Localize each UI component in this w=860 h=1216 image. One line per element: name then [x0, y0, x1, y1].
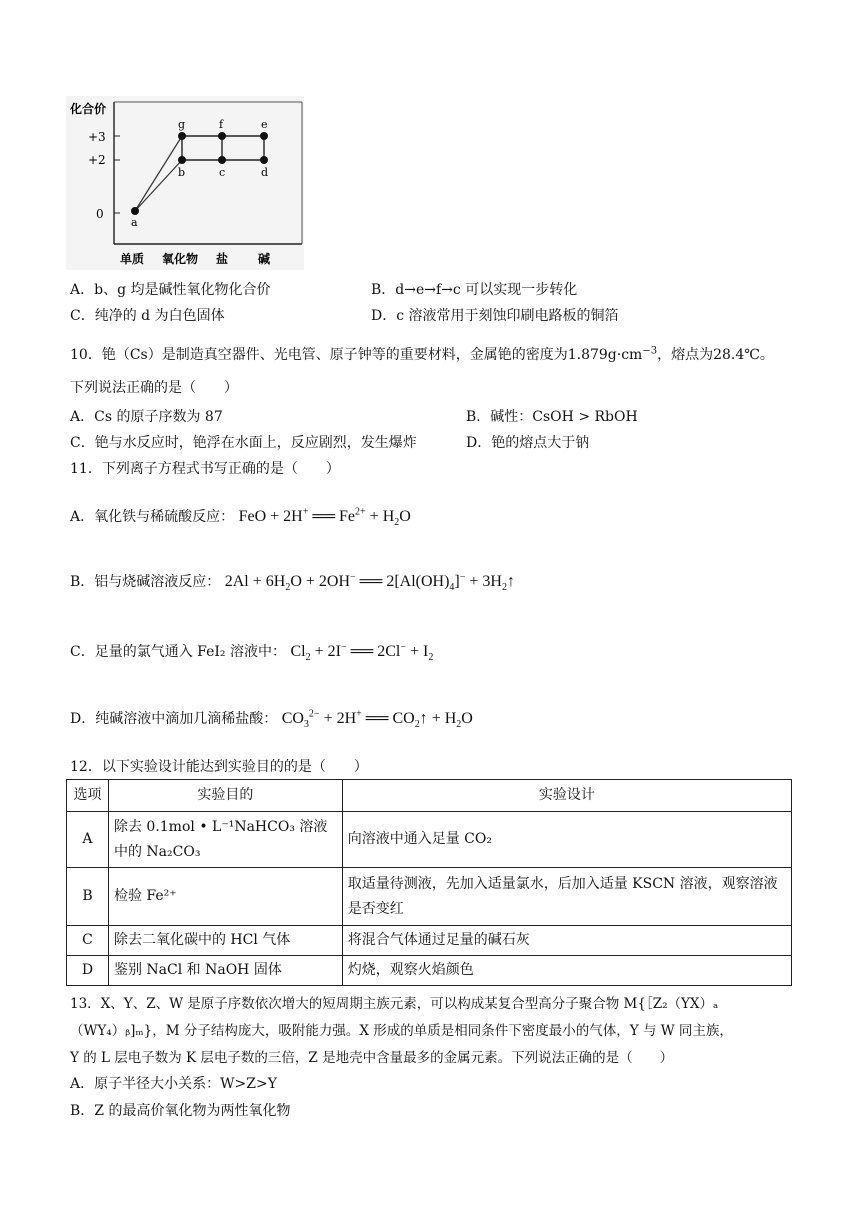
q11-option-b-equation: $2Al + 6H_2O + 2OH^-$ ══ $2[Al(OH)_4]^-$ + $3H_2↑$ — [224, 571, 515, 594]
table-cell-goal: 鉴别 NaCl 和 NaOH 固体 — [108, 956, 342, 986]
q12-stem: 12．以下实验设计能达到实验目的的是（ ） — [70, 759, 368, 775]
table-cell-option: A — [67, 812, 109, 868]
table-row — [67, 812, 792, 868]
table-header: 实验设计 — [342, 780, 791, 812]
table-cell-design: 取适量待测液，先加入适量氯水，后加入适量 KSCN 溶液，观察溶液是否变红 — [342, 868, 791, 926]
table-header: 选项 — [67, 780, 109, 812]
q11-option-b — [70, 571, 515, 593]
table-cell-goal: 检验 Fe²⁺ — [108, 868, 342, 926]
q12-table — [66, 779, 792, 986]
q9-option-a: A．b、g 均是碱性氧化物化合价 — [70, 282, 271, 298]
q10-stem — [70, 344, 774, 364]
q11-option-d — [70, 708, 473, 730]
table-header: 实验目的 — [108, 780, 342, 812]
point-c — [218, 156, 226, 164]
point-a — [131, 207, 139, 215]
point-e — [260, 132, 268, 140]
y-axis-label: 化合价 — [70, 102, 107, 116]
table-header-row — [67, 780, 792, 812]
point-label-e: e — [261, 118, 268, 131]
table-row — [67, 926, 792, 956]
table-cell-design: 将混合气体通过足量的碱石灰 — [342, 926, 791, 956]
x-tick-label: 氧化物 — [162, 252, 199, 266]
q11-option-d-label: D．纯碱溶液中滴加几滴稀盐酸： — [70, 711, 278, 727]
q10-stem-line2: 下列说法正确的是（ ） — [70, 380, 238, 396]
q10-unit-exponent: −3 — [642, 345, 658, 357]
q10-stem-text: 10．铯（Cs）是制造真空器件、光电管、原子钟等的重要材料，金属铯的密度为1.879g·cm — [70, 347, 643, 363]
x-tick-label: 碱 — [258, 252, 271, 266]
q13-option-b: B．Z 的最高价氧化物为两性氧化物 — [70, 1103, 291, 1119]
valence-figure — [66, 96, 304, 270]
table-row — [67, 868, 792, 926]
table-cell-design: 灼烧，观察火焰颜色 — [342, 956, 791, 986]
point-b — [178, 156, 186, 164]
q11-option-c — [70, 641, 433, 663]
point-label-f: f — [219, 118, 224, 131]
point-label-c: c — [219, 166, 226, 179]
point-label-a: a — [131, 216, 138, 229]
q10-option-d: D．铯的熔点大于钠 — [466, 435, 590, 451]
point-d — [260, 156, 268, 164]
q11-option-a — [70, 506, 411, 528]
q13-stem-line2: （WY₄）ᵦ]ₘ}，M 分子结构庞大，吸附能力强。X 形成的单质是相同条件下密度最小的气体，Y 与 W 同主族， — [70, 1023, 733, 1039]
table-cell-option: D — [67, 956, 109, 986]
point-label-b: b — [178, 166, 186, 179]
table-cell-goal: 除去二氧化碳中的 HCl 气体 — [108, 926, 342, 956]
q10-option-b: B．碱性：CsOH > RbOH — [466, 409, 638, 425]
q11-option-a-equation: FeO + 2H+ ══ $Fe^{2+} + H_2O$ — [238, 506, 411, 529]
q10-stem-tail: ，熔点为28.4℃。 — [657, 347, 774, 363]
q13-stem-line3: Y 的 L 层电子数为 K 层电子数的三倍，Z 是地壳中含量最多的金属元素。下列说法正确的是（ ） — [70, 1050, 674, 1066]
q11-option-c-label: C．足量的氯气通入 FeI₂ 溶液中： — [70, 644, 286, 660]
table-cell-design: 向溶液中通入足量 CO₂ — [342, 812, 791, 868]
point-label-g: g — [178, 118, 186, 131]
q11-option-a-label: A．氧化铁与稀硫酸反应： — [70, 509, 235, 525]
point-f — [218, 132, 226, 140]
table-cell-option: B — [67, 868, 109, 926]
q11-option-b-label: B．铝与烧碱溶液反应： — [70, 574, 221, 590]
y-tick-label: 0 — [96, 207, 104, 221]
q9-option-d: D．c 溶液常用于刻蚀印刷电路板的铜箔 — [371, 308, 619, 324]
q10-option-c: C．铯与水反应时，铯浮在水面上，反应剧烈，发生爆炸 — [70, 435, 417, 451]
q13-stem-line1: 13．X、Y、Z、W 是原子序数依次增大的短周期主族元素，可以构成某复合型高分子聚合物 M{［Z₂（YX）ₐ — [70, 996, 719, 1012]
table-cell-goal: 除去 0.1mol • L⁻¹NaHCO₃ 溶液中的 Na₂CO₃ — [108, 812, 342, 868]
q10-option-a: A．Cs 的原子序数为 87 — [70, 409, 223, 425]
y-tick-label: +2 — [88, 153, 106, 167]
q9-option-c: C．纯净的 d 为白色固体 — [70, 308, 225, 324]
q9-option-b: B．d→e→f→c 可以实现一步转化 — [371, 282, 578, 298]
point-g — [178, 132, 186, 140]
x-tick-label: 盐 — [216, 252, 229, 266]
q11-option-d-equation: $CO_3^{2-} + 2H^+$ ══ $CO_2↑ + H_2O$ — [281, 708, 473, 731]
q11-stem: 11．下列离子方程式书写正确的是（ ） — [70, 461, 340, 477]
table-row — [67, 956, 792, 986]
q11-option-c-equation: $Cl_2 + 2I^-$ ══ $2Cl^- + I_2$ — [290, 641, 434, 664]
x-tick-label: 单质 — [120, 252, 145, 266]
y-tick-label: +3 — [88, 130, 106, 144]
point-label-d: d — [261, 166, 269, 179]
q13-option-a: A．原子半径大小关系：W>Z>Y — [70, 1076, 277, 1092]
table-cell-option: C — [67, 926, 109, 956]
